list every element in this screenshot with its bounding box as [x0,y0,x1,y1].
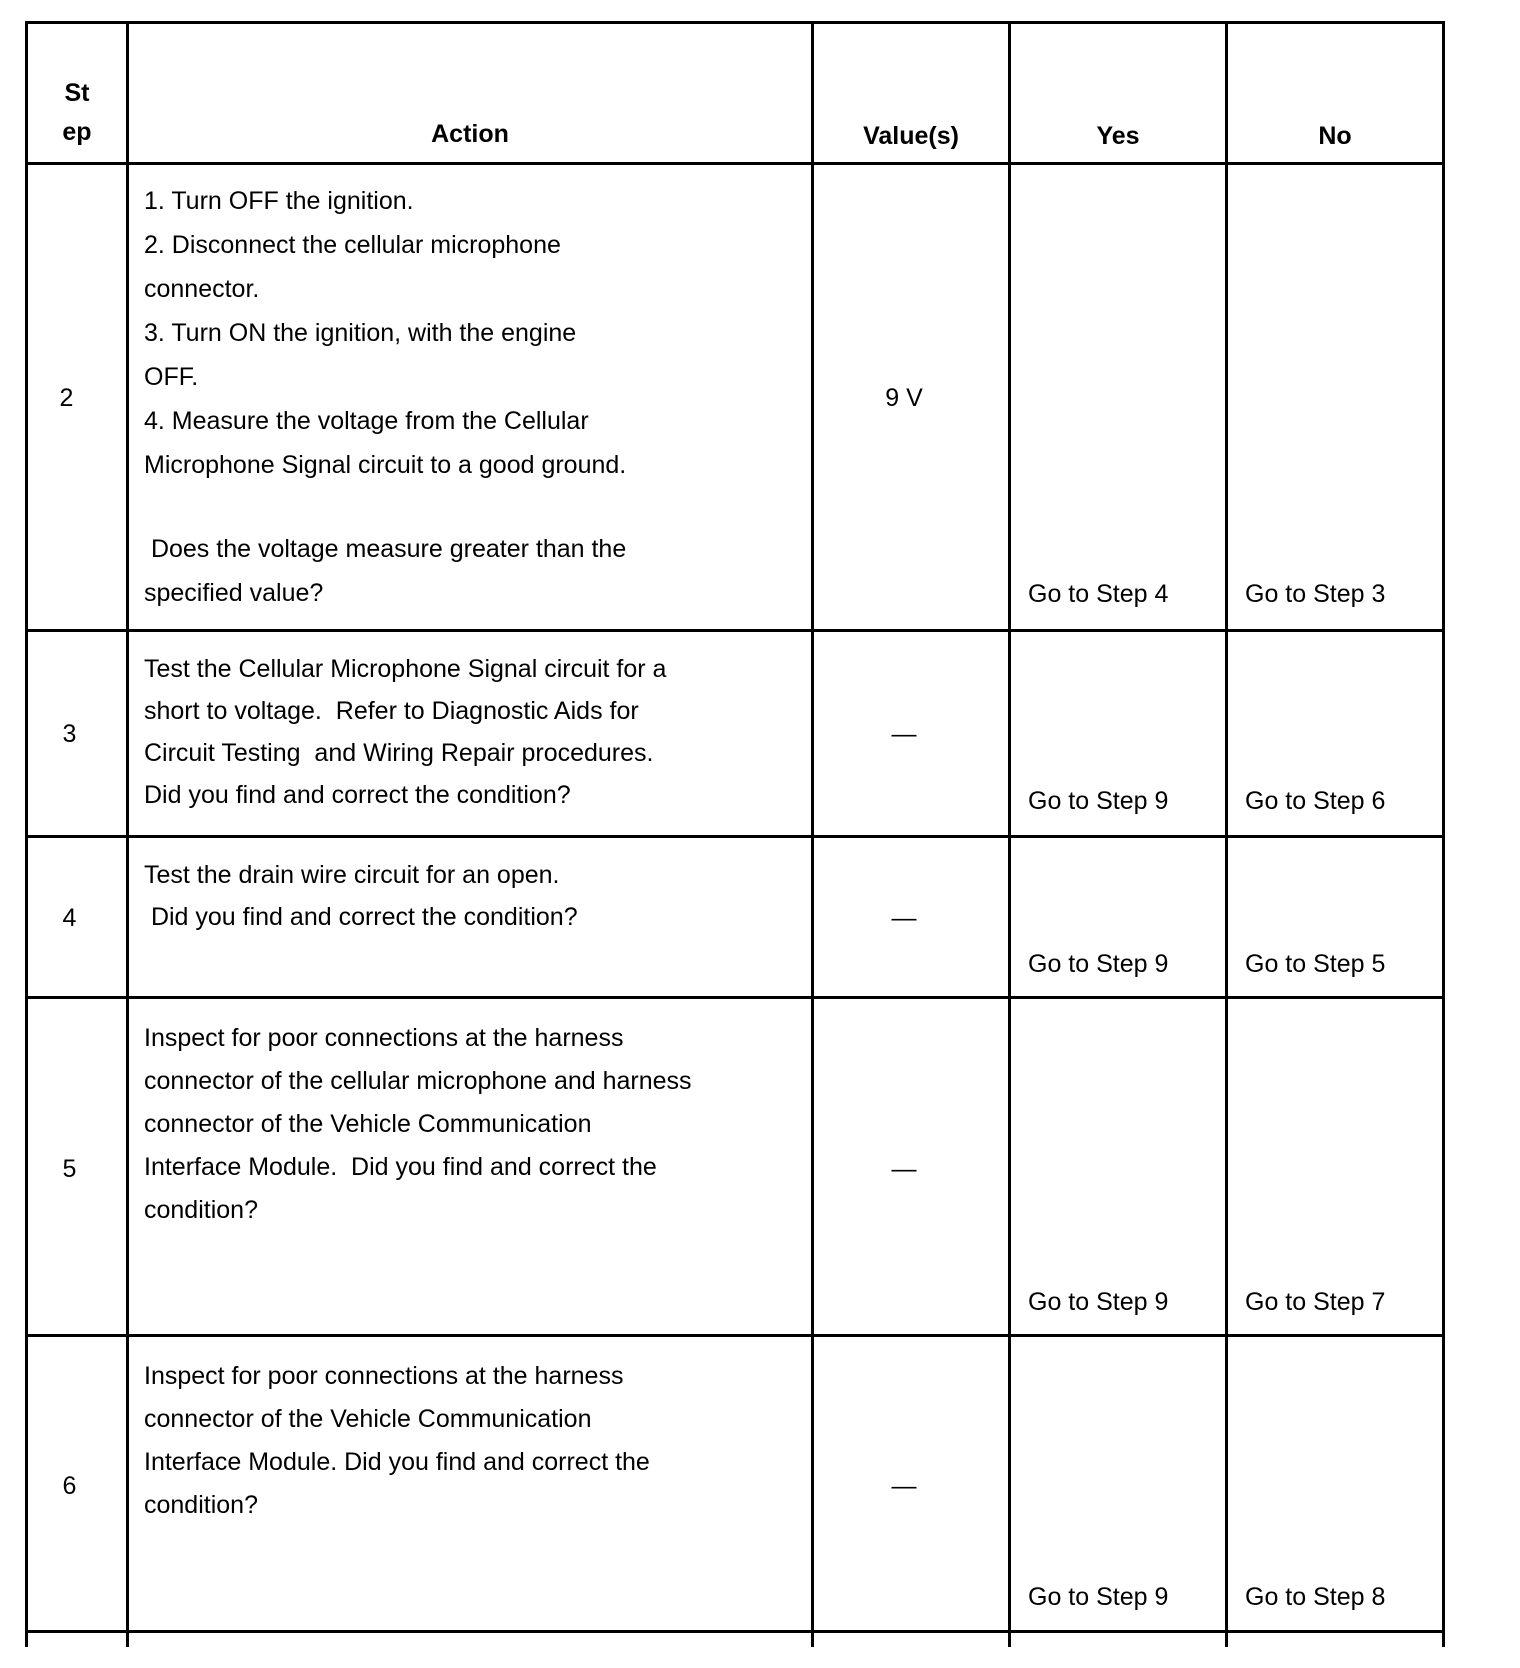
table-border-top [25,21,1445,24]
row-2-value: 9 V [885,384,923,412]
row-5-step: 5 [62,1155,77,1183]
row-6-step: 6 [62,1472,77,1500]
row-3-step: 3 [62,720,77,748]
row-4-value: — [891,904,917,932]
row-2-action-line: specified value? [144,579,324,607]
row-2-no: Go to Step 3 [1245,580,1386,608]
row-6-action-line: connector of the Vehicle Communication [144,1405,592,1433]
row-3-no: Go to Step 6 [1245,787,1386,815]
row-divider-2-3 [25,629,1445,632]
row-4-action-line: Test the drain wire circuit for an open. [144,861,560,889]
row-2-action-line: 1. Turn OFF the ignition. [144,187,414,215]
header-step-line2: ep [62,118,92,146]
header-step [28,74,126,152]
row-6-action-line: Interface Module. Did you find and correct the [144,1448,650,1476]
row-5-value: — [891,1155,917,1183]
row-divider-5-6 [25,1334,1445,1337]
row-2-action-line: 4. Measure the voltage from the Cellular [144,407,589,435]
row-5-action-line: connector of the Vehicle Communication [144,1110,592,1138]
row-2-action-line: 2. Disconnect the cellular microphone [144,231,561,259]
row-2-action-line: OFF. [144,363,199,391]
table-border-bottom [25,1630,1445,1633]
row-6-value: — [891,1472,917,1500]
header-values: Value(s) [863,122,959,150]
row-3-action-line: short to voltage. Refer to Diagnostic Aids for [144,697,639,725]
row-6-no: Go to Step 8 [1245,1583,1386,1611]
header-no: No [1318,122,1352,150]
row-4-action-line: Did you find and correct the condition? [144,903,578,931]
row-3-action-line: Circuit Testing and Wiring Repair procedures. [144,739,654,767]
row-3-value: — [891,720,917,748]
row-5-action-line: condition? [144,1196,258,1224]
header-divider [25,162,1445,165]
row-5-yes: Go to Step 9 [1028,1288,1169,1316]
row-5-action-line: connector of the cellular microphone and harness [144,1067,692,1095]
row-6-action-line: condition? [144,1491,258,1519]
row-2-action-blank [144,487,804,527]
row-2-yes: Go to Step 4 [1028,580,1169,608]
row-5-action-line: Inspect for poor connections at the harness [144,1024,624,1052]
row-4-no: Go to Step 5 [1245,950,1386,978]
row-3-action-line: Did you find and correct the condition? [144,781,571,809]
row-3-action-line: Test the Cellular Microphone Signal circuit for a [144,655,667,683]
row-6-action-line: Inspect for poor connections at the harness [144,1362,624,1390]
row-2-action [144,179,804,615]
row-divider-3-4 [25,835,1445,838]
header-action: Action [431,120,509,148]
row-divider-4-5 [25,996,1445,999]
row-2-step: 2 [59,384,74,412]
row-2-action-line: connector. [144,275,260,303]
row-2-action-line: Microphone Signal circuit to a good ground. [144,451,627,479]
row-5-action [144,1017,804,1232]
header-step-line1: St [64,79,90,107]
row-2-action-line: Does the voltage measure greater than the [144,535,627,563]
header-yes: Yes [1096,122,1140,150]
row-3-action [144,648,804,816]
row-3-yes: Go to Step 9 [1028,787,1169,815]
row-5-action-line: Interface Module. Did you find and correct the [144,1153,657,1181]
row-4-yes: Go to Step 9 [1028,950,1169,978]
row-2-action-line: 3. Turn ON the ignition, with the engine [144,319,577,347]
row-6-yes: Go to Step 9 [1028,1583,1169,1611]
row-4-step: 4 [62,904,77,932]
row-4-action [144,854,804,938]
row-6-action [144,1355,804,1527]
row-5-no: Go to Step 7 [1245,1288,1386,1316]
